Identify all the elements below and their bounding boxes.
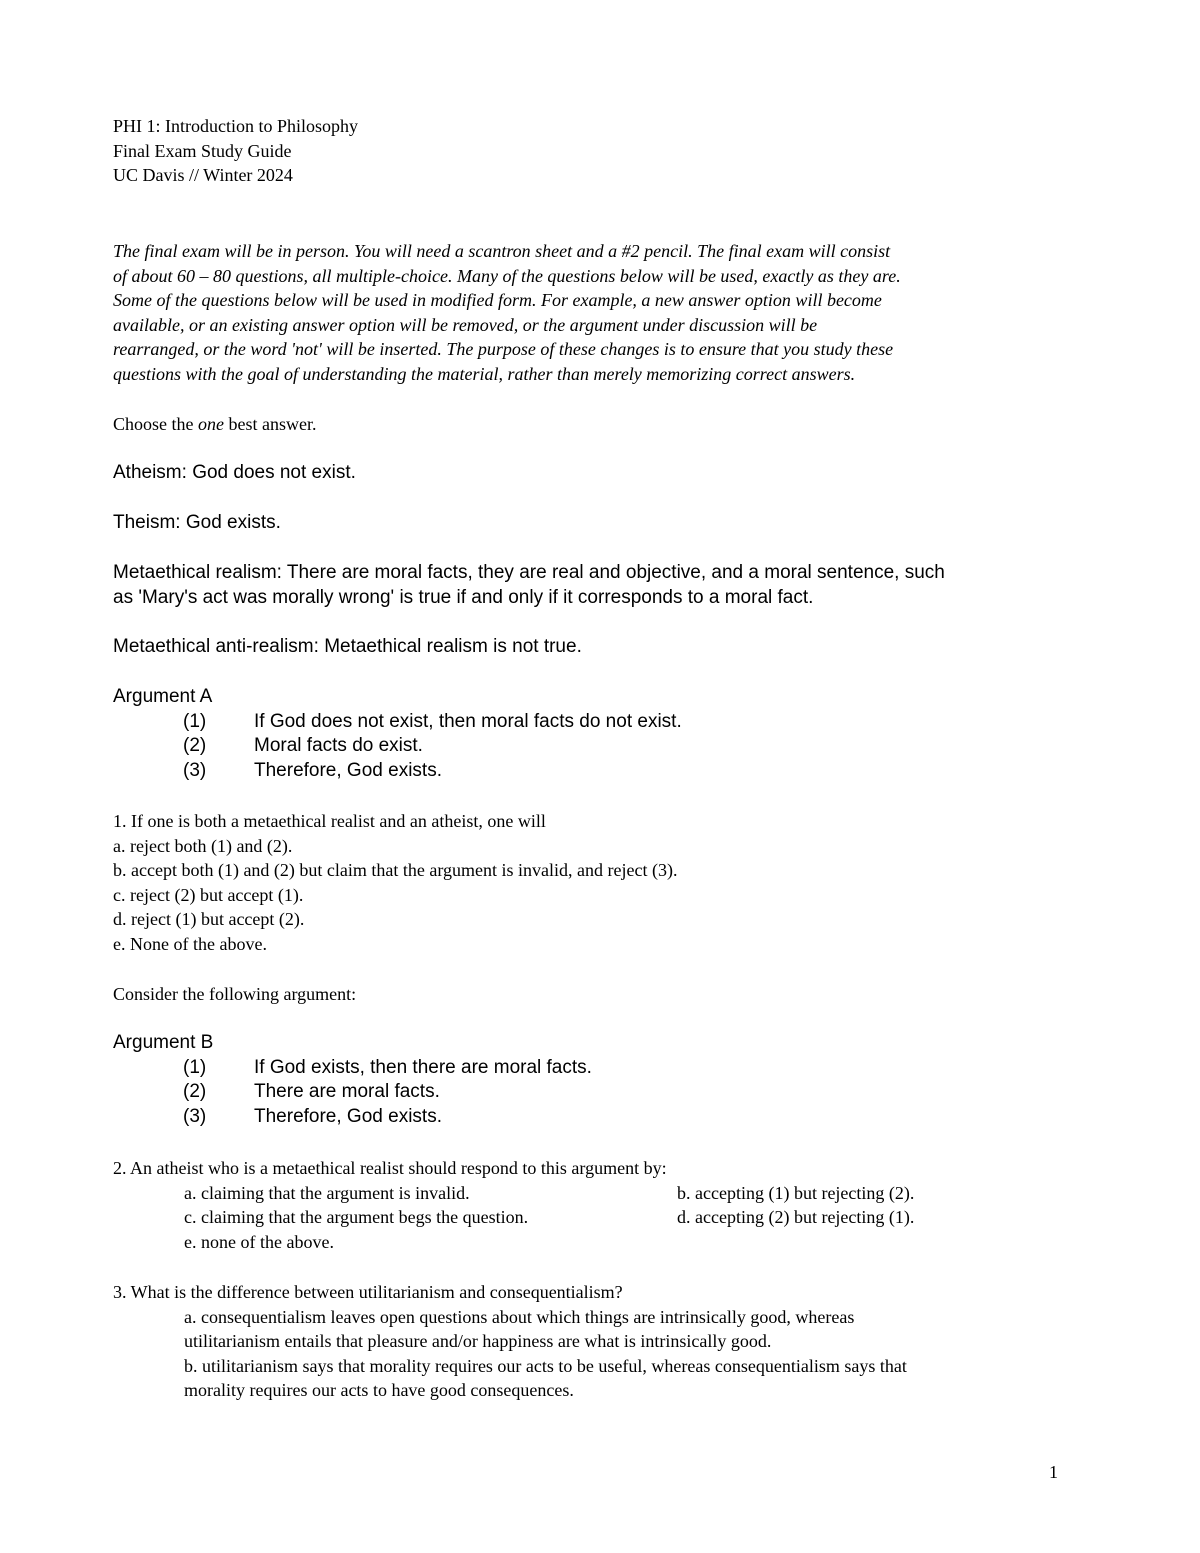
definition-atheism: Atheism: God does not exist. [113, 462, 356, 483]
instruction-after: best answer. [224, 414, 317, 434]
instruction-emphasis: one [198, 414, 224, 434]
term-label: UC Davis // Winter 2024 [113, 165, 293, 186]
premise-text: If God exists, then there are moral facts. [254, 1056, 592, 1078]
definition-realism-line: as 'Mary's act was morally wrong' is true if and only if it corresponds to a moral fact. [113, 586, 814, 608]
argument-b-title: Argument B [113, 1032, 214, 1053]
answer-option: e. none of the above. [184, 1231, 334, 1252]
premise [113, 1105, 1073, 1130]
question-stem: 2. An atheist who is a metaethical realist should respond to this argument by: [113, 1158, 667, 1178]
answer-option-continued: utilitarianism entails that pleasure and/or happiness are what is intrinsically good. [184, 1331, 772, 1352]
document-title: Final Exam Study Guide [113, 140, 292, 161]
premise-text: Moral facts do exist. [254, 735, 423, 757]
answer-option: d. accepting (2) but rejecting (1). [677, 1207, 915, 1228]
premise-text: Therefore, God exists. [254, 1105, 442, 1127]
instruction [113, 412, 1073, 437]
premise [113, 734, 1073, 759]
definition-realism [113, 561, 1073, 610]
premise-number: (1) [183, 1056, 207, 1078]
intro-paragraph [113, 239, 1073, 387]
answer-option: a. claiming that the argument is invalid. [184, 1182, 470, 1203]
intro-line: Some of the questions below will be used in modified form. For example, a new answer option will become [113, 290, 882, 311]
intro-line: of about 60 – 80 questions, all multiple-choice. Many of the questions below will be used, exactly as they are. [113, 265, 901, 286]
answer-row [113, 1181, 1073, 1206]
argument-a [113, 685, 1073, 783]
definition-realism-line: Metaethical realism: There are moral facts, they are real and objective, and a moral sentence, such [113, 562, 945, 583]
premise [113, 759, 1073, 784]
answer-option: d. reject (1) but accept (2). [113, 909, 305, 930]
answer-option: c. reject (2) but accept (1). [113, 884, 304, 905]
premise-number: (2) [183, 1081, 207, 1103]
answer-option: b. utilitarianism says that morality requires our acts to be useful, whereas consequentialism says that [184, 1355, 907, 1376]
argument-a-title: Argument A [113, 686, 213, 707]
answer-option: b. accepting (1) but rejecting (2). [677, 1182, 915, 1203]
document-header [113, 114, 1073, 188]
premise-text: Therefore, God exists. [254, 759, 442, 781]
answer-option: b. accept both (1) and (2) but claim that the argument is invalid, and reject (3). [113, 860, 678, 881]
intro-line: questions with the goal of understanding the material, rather than merely memorizing correct answers. [113, 363, 856, 384]
answer-option: e. None of the above. [113, 933, 267, 954]
intro-line: available, or an existing answer option will be removed, or the argument under discussion will be [113, 314, 818, 335]
intro-line: rearranged, or the word 'not' will be inserted. The purpose of these changes is to ensure that you study these [113, 339, 894, 360]
page-number: 1 [1049, 1462, 1058, 1482]
answer-row [113, 1205, 1073, 1230]
answer-row [113, 1230, 1073, 1255]
premise-number: (3) [183, 759, 207, 781]
argument-b [113, 1031, 1073, 1129]
intro-line: The final exam will be in person. You will need a scantron sheet and a #2 pencil. The final exam will consist [113, 241, 891, 261]
answer-option: c. claiming that the argument begs the question. [184, 1207, 529, 1228]
answer-option: a. reject both (1) and (2). [113, 835, 293, 856]
instruction-before: Choose the [113, 414, 198, 434]
premise-text: There are moral facts. [254, 1081, 440, 1103]
answer-option: a. consequentialism leaves open questions about which things are intrinsically good, whereas [184, 1306, 855, 1327]
premise [113, 1080, 1073, 1105]
course-title: PHI 1: Introduction to Philosophy [113, 116, 359, 136]
answer-option-continued: morality requires our acts to have good consequences. [184, 1380, 574, 1401]
question-stem: 3. What is the difference between utilitarianism and consequentialism? [113, 1282, 623, 1302]
question-1 [113, 809, 1073, 957]
definition-theism: Theism: God exists. [113, 512, 281, 533]
premise-number: (2) [183, 735, 207, 757]
definition-antirealism: Metaethical anti-realism: Metaethical realism is not true. [113, 636, 582, 657]
premise-number: (3) [183, 1105, 207, 1127]
premise-number: (1) [183, 710, 207, 732]
premise [113, 1056, 1073, 1081]
question-3 [113, 1280, 1073, 1403]
question-stem: 1. If one is both a metaethical realist and an atheist, one will [113, 811, 546, 831]
premise-text: If God does not exist, then moral facts do not exist. [254, 710, 682, 732]
premise [113, 710, 1073, 735]
question-2 [113, 1156, 1073, 1254]
consider-label: Consider the following argument: [113, 984, 357, 1004]
